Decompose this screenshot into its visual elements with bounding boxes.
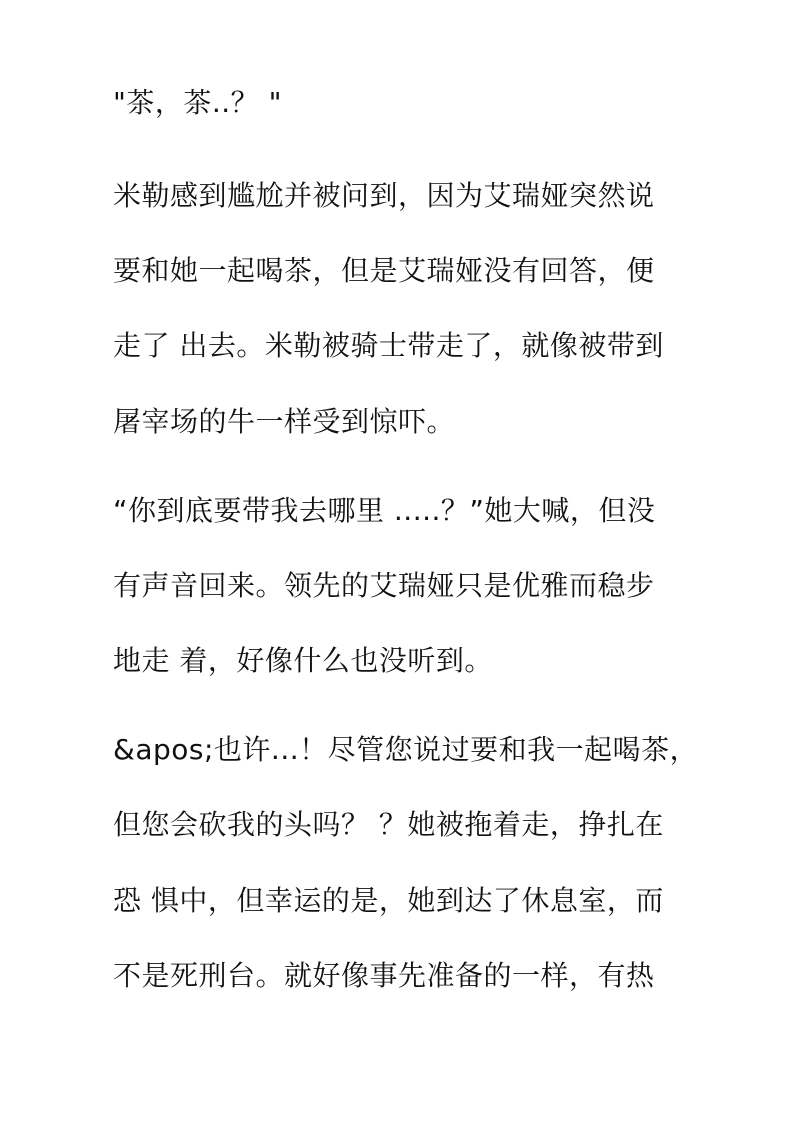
- paragraph-line: 米勒感到尴尬并被问到，因为艾瑞娅突然说: [113, 179, 655, 212]
- paragraph-line: &apos;也许...！尽管您说过要和我一起喝茶，: [113, 733, 699, 766]
- paragraph-line: 屠宰场的牛一样受到惊吓。: [113, 405, 456, 438]
- paragraph-line: 恐 惧中，但幸运的是，她到达了休息室，而: [113, 884, 664, 917]
- paragraph-line: 不是死刑台。就好像事先准备的一样，有热: [113, 959, 655, 992]
- paragraph-line: 地走 着，好像什么也没听到。: [113, 644, 493, 677]
- paragraph-line: “你到底要带我去哪里 .....？”她大喊，但没: [113, 494, 656, 527]
- paragraph-line: 走了 出去。米勒被骑士带走了，就像被带到: [113, 329, 664, 362]
- paragraph-line: "茶，茶..？ ": [113, 86, 282, 119]
- paragraph-line: 但您会砍我的头吗？ ？她被拖着走，挣扎在: [113, 808, 664, 841]
- paragraph-line: 有声音回来。领先的艾瑞娅只是优雅而稳步: [113, 569, 655, 602]
- paragraph-line: 要和她一起喝茶，但是艾瑞娅没有回答，便: [113, 254, 655, 287]
